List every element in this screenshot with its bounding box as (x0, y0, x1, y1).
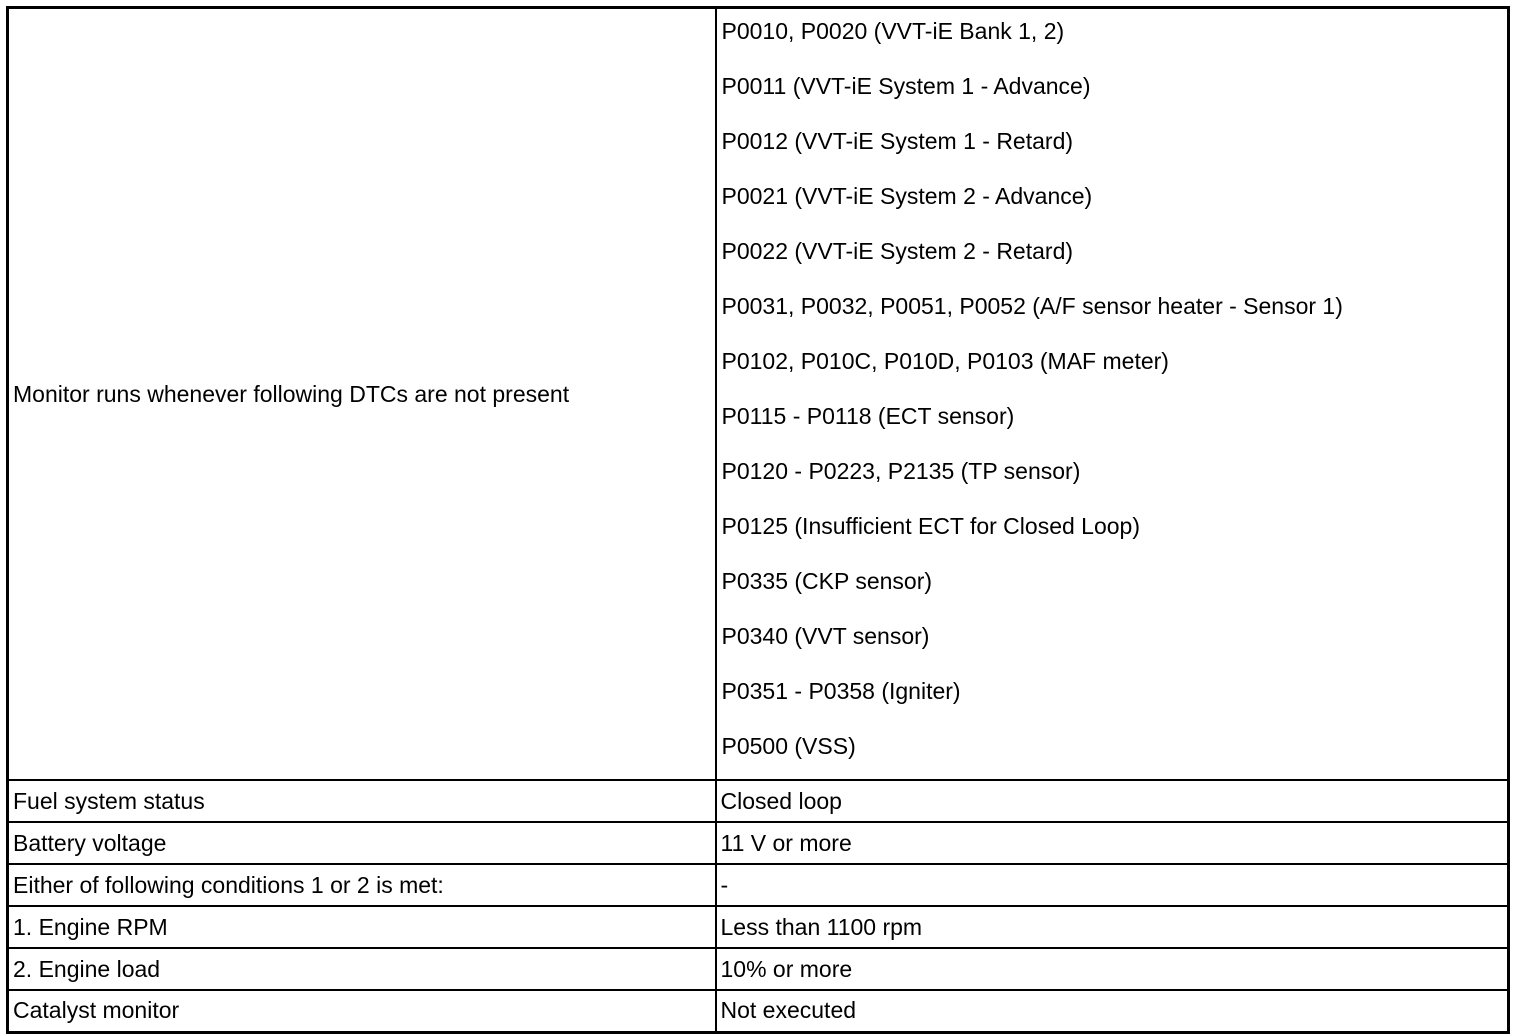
row-label: Catalyst monitor (8, 990, 716, 1032)
row-value: Less than 1100 rpm (716, 906, 1509, 948)
table-row (8, 822, 1509, 864)
dtc-item: P0010, P0020 (VVT-iE Bank 1, 2) (721, 18, 1065, 44)
dtc-item: P0031, P0032, P0051, P0052 (A/F sensor heater - Sensor 1) (721, 293, 1343, 319)
row-label: Fuel system status (8, 780, 716, 822)
row-value: - (716, 864, 1509, 906)
table-row (8, 906, 1509, 948)
dtc-item: P0125 (Insufficient ECT for Closed Loop) (721, 513, 1140, 539)
table-row (8, 780, 1509, 822)
dtc-item: P0115 - P0118 (ECT sensor) (721, 403, 1015, 429)
dtc-list (722, 9, 1508, 779)
row-label: Either of following conditions 1 or 2 is met: (8, 864, 716, 906)
table-row (8, 990, 1509, 1032)
dtc-item: P0012 (VVT-iE System 1 - Retard) (721, 128, 1074, 154)
dtc-item: P0022 (VVT-iE System 2 - Retard) (721, 238, 1074, 264)
dtc-item: P0011 (VVT-iE System 1 - Advance) (721, 73, 1091, 99)
row-value: 10% or more (716, 948, 1509, 990)
row-label: 2. Engine load (8, 948, 716, 990)
monitor-conditions-table (6, 6, 1510, 1034)
row-value: Closed loop (716, 780, 1509, 822)
dtc-item: P0351 - P0358 (Igniter) (721, 678, 961, 704)
condition-label: Monitor runs whenever following DTCs are not present (13, 380, 570, 407)
row-label: Battery voltage (8, 822, 716, 864)
dtc-item: P0021 (VVT-iE System 2 - Advance) (721, 183, 1093, 209)
dtc-item: P0500 (VSS) (721, 733, 856, 759)
dtc-item: P0120 - P0223, P2135 (TP sensor) (721, 458, 1081, 484)
row-label: 1. Engine RPM (8, 906, 716, 948)
table-row (8, 948, 1509, 990)
row-value: Not executed (716, 990, 1509, 1032)
dtc-item: P0335 (CKP sensor) (721, 568, 933, 594)
dtc-item: P0102, P010C, P010D, P0103 (MAF meter) (721, 348, 1169, 374)
table-row (8, 8, 1509, 781)
table-row (8, 864, 1509, 906)
dtc-item: P0340 (VVT sensor) (721, 623, 930, 649)
condition-label-cell (8, 8, 716, 781)
row-value: 11 V or more (716, 822, 1509, 864)
dtc-list-cell (716, 8, 1509, 781)
